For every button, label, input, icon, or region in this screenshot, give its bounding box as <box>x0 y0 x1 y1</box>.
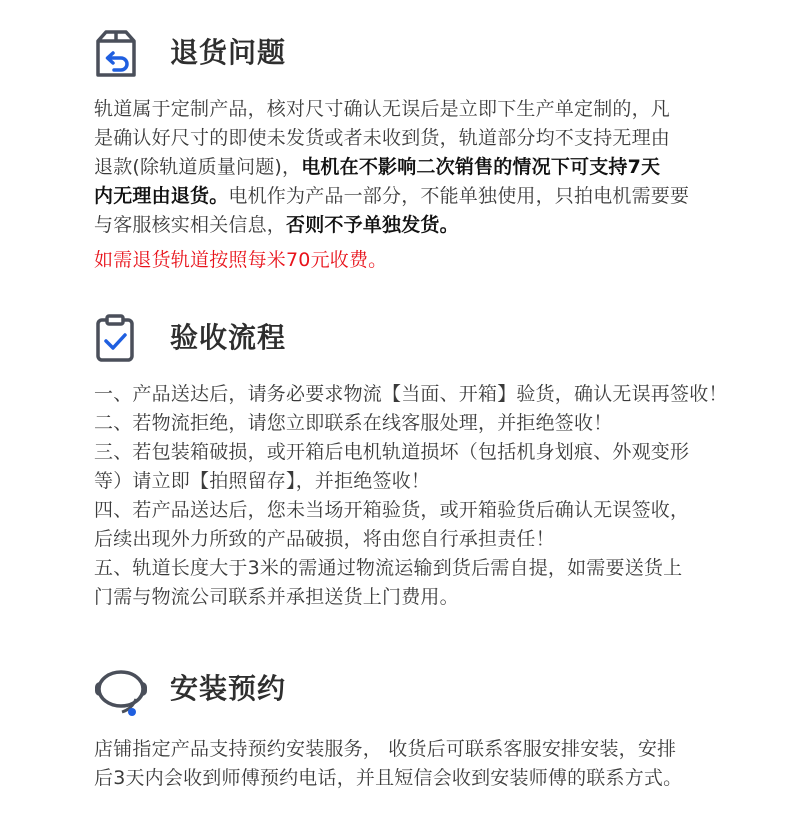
inspection-step: 二、若物流拒绝，请您立即联系在线客服处理，并拒绝签收！ <box>94 412 613 434</box>
install-line: 后3天内会收到师傅预约电话，并且短信会收到安装师傅的联系方式。 <box>94 767 683 789</box>
returns-text: 是确认好尺寸的即使未发货或者未收到货，轨道部分均不支持无理由 <box>94 127 671 149</box>
install-line: 店铺指定产品支持预约安装服务， 收货后可联系客服安排安装，安排 <box>94 738 677 760</box>
returns-emphasis: 否则不予单独发货。 <box>286 214 459 236</box>
returns-fee-notice: 如需退货轨道按照每米70元收费。 <box>94 249 388 271</box>
inspection-title: 验收流程 <box>170 321 287 354</box>
returns-line <box>94 153 704 182</box>
install-body <box>94 735 704 793</box>
returns-header <box>92 28 287 78</box>
returns-text: 退款(除轨道质量问题)， <box>94 156 302 178</box>
returns-text: 轨道属于定制产品，核对尺寸确认无误后是立即下生产单定制的，凡 <box>94 98 671 120</box>
returns-title: 退货问题 <box>170 36 287 69</box>
inspection-step: 门需与物流公司联系并承担送货上门费用。 <box>94 586 459 608</box>
returns-line <box>94 211 704 240</box>
install-title: 安装预约 <box>170 672 287 705</box>
returns-line <box>94 124 704 153</box>
inspection-header <box>92 313 287 363</box>
inspection-step: 三、若包装箱破损，或开箱后电机轨道损坏（包括机身划痕、外观变形 <box>94 441 690 463</box>
inspection-body <box>94 380 728 612</box>
install-header <box>92 664 287 714</box>
return-box-icon <box>92 29 140 77</box>
inspection-step: 四、若产品送达后，您未当场开箱验货，或开箱验货后确认无误签收， <box>94 499 690 521</box>
returns-text: 电机作为产品一部分，不能单独使用，只拍电机需要要 <box>228 185 690 207</box>
returns-emphasis: 电机在不影响二次销售的情况下可支持7天 <box>301 156 661 178</box>
inspection-step: 一、产品送达后，请务必要求物流【当面、开箱】验货，确认无误再签收！ <box>94 383 728 405</box>
headset-icon <box>92 665 150 713</box>
inspection-step: 五、轨道长度大于3米的需通过物流运输到货后需自提，如需要送货上 <box>94 557 683 579</box>
returns-line <box>94 95 704 124</box>
returns-body <box>94 95 704 275</box>
returns-line <box>94 182 704 211</box>
inspection-step: 等）请立即【拍照留存】，并拒绝签收！ <box>94 470 431 492</box>
inspection-step: 后续出现外力所致的产品破损，将由您自行承担责任！ <box>94 528 555 550</box>
clipboard-check-icon <box>92 314 140 362</box>
returns-emphasis: 内无理由退货。 <box>94 185 229 207</box>
returns-text: 与客服核实相关信息， <box>94 214 287 236</box>
